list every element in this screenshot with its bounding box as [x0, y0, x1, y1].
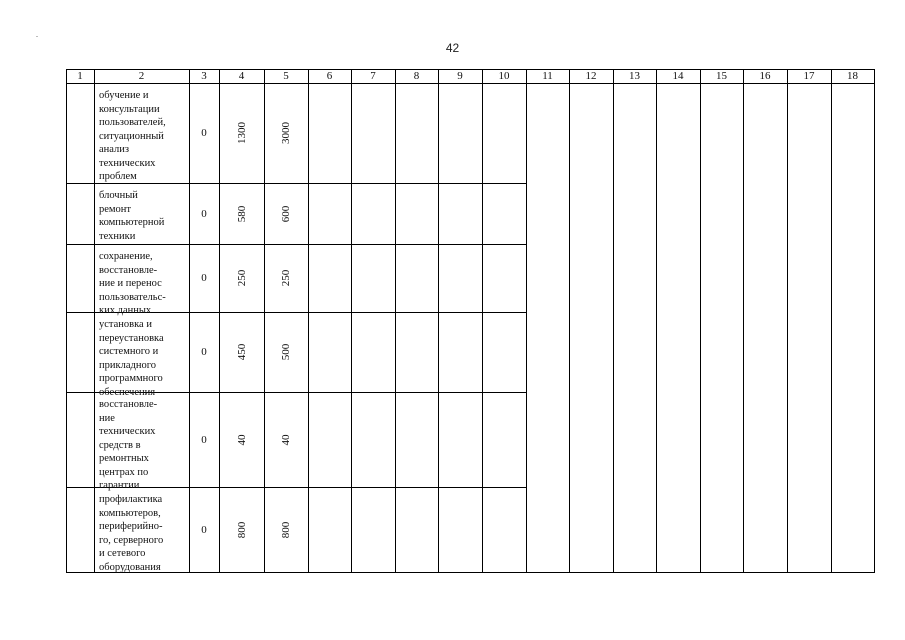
column-rule [831, 69, 832, 573]
column-header-11: 11 [542, 70, 553, 82]
row-col5-value: 800 [280, 521, 292, 538]
column-rule [351, 69, 352, 573]
row-col5-value: 40 [280, 434, 292, 445]
row-col3-value: 0 [201, 523, 207, 536]
row-rule [66, 83, 875, 84]
row-description: профилактика компьютеров, периферийно- го, серверного и сетевого оборудования [99, 494, 164, 573]
row-col3-value: 0 [201, 433, 207, 446]
column-header-7: 7 [370, 70, 376, 82]
page-number: 42 [445, 41, 460, 55]
row-description: восстановле- ние технических средств в ремонтных центрах по гарантии [99, 399, 158, 491]
row-col4-value: 800 [235, 521, 248, 538]
row-col5-value: 600 [280, 205, 292, 222]
column-header-14: 14 [672, 70, 684, 82]
column-rule [395, 69, 396, 573]
column-header-4: 4 [238, 70, 245, 82]
column-header-17: 17 [803, 70, 815, 82]
column-rule [308, 69, 309, 573]
row-description: установка и переустановка системного и прикладного программного обеспечения [99, 319, 164, 398]
column-rule [700, 69, 701, 573]
column-rule [656, 69, 657, 573]
row-description: блочный ремонт компьютерной техники [99, 190, 165, 242]
column-header-18: 18 [847, 70, 858, 82]
row-col5-value: 3000 [280, 122, 292, 144]
column-header-6: 6 [326, 70, 333, 82]
column-header-8: 8 [413, 70, 420, 82]
row-col4-value: 40 [235, 434, 248, 445]
column-rule [189, 69, 190, 573]
column-rule [743, 69, 744, 573]
column-header-3: 3 [201, 70, 207, 82]
row-rule [66, 244, 527, 245]
column-header-12: 12 [585, 70, 597, 82]
row-col4-value: 250 [235, 269, 248, 287]
column-header-15: 15 [716, 70, 727, 82]
row-col4-value: 580 [235, 205, 248, 222]
row-col3-value: 0 [201, 272, 207, 284]
column-header-5: 5 [283, 70, 289, 82]
row-col5-value: 250 [280, 269, 292, 287]
row-col3-value: 0 [201, 346, 207, 358]
row-col4-value: 450 [235, 343, 248, 361]
row-rule [66, 572, 875, 573]
column-rule [264, 69, 265, 573]
row-col4-value: 1300 [235, 122, 248, 144]
column-rule [613, 69, 614, 573]
column-rule [94, 69, 95, 573]
row-col3-value: 0 [201, 127, 207, 139]
column-rule [874, 69, 875, 573]
column-rule [787, 69, 788, 573]
column-rule [438, 69, 439, 573]
column-rule [219, 69, 220, 573]
column-header-13: 13 [629, 70, 640, 82]
column-header-2: 2 [138, 70, 145, 82]
column-rule [569, 69, 570, 573]
column-rule [66, 69, 67, 573]
column-header-9: 9 [457, 70, 463, 82]
column-rule [482, 69, 483, 573]
column-header-10: 10 [498, 70, 510, 82]
row-col5-value: 500 [280, 343, 292, 361]
column-rule [526, 69, 527, 573]
column-header-16: 16 [759, 70, 771, 82]
row-description: сохранение, восстановле- ние и перенос пользовательс- ких данных [99, 251, 166, 316]
scan-artifact [36, 36, 38, 37]
row-description: обучение и консультации пользователей, ситуационный анализ технических проблем [99, 90, 166, 182]
row-col3-value: 0 [201, 207, 207, 220]
column-header-1: 1 [77, 70, 83, 82]
